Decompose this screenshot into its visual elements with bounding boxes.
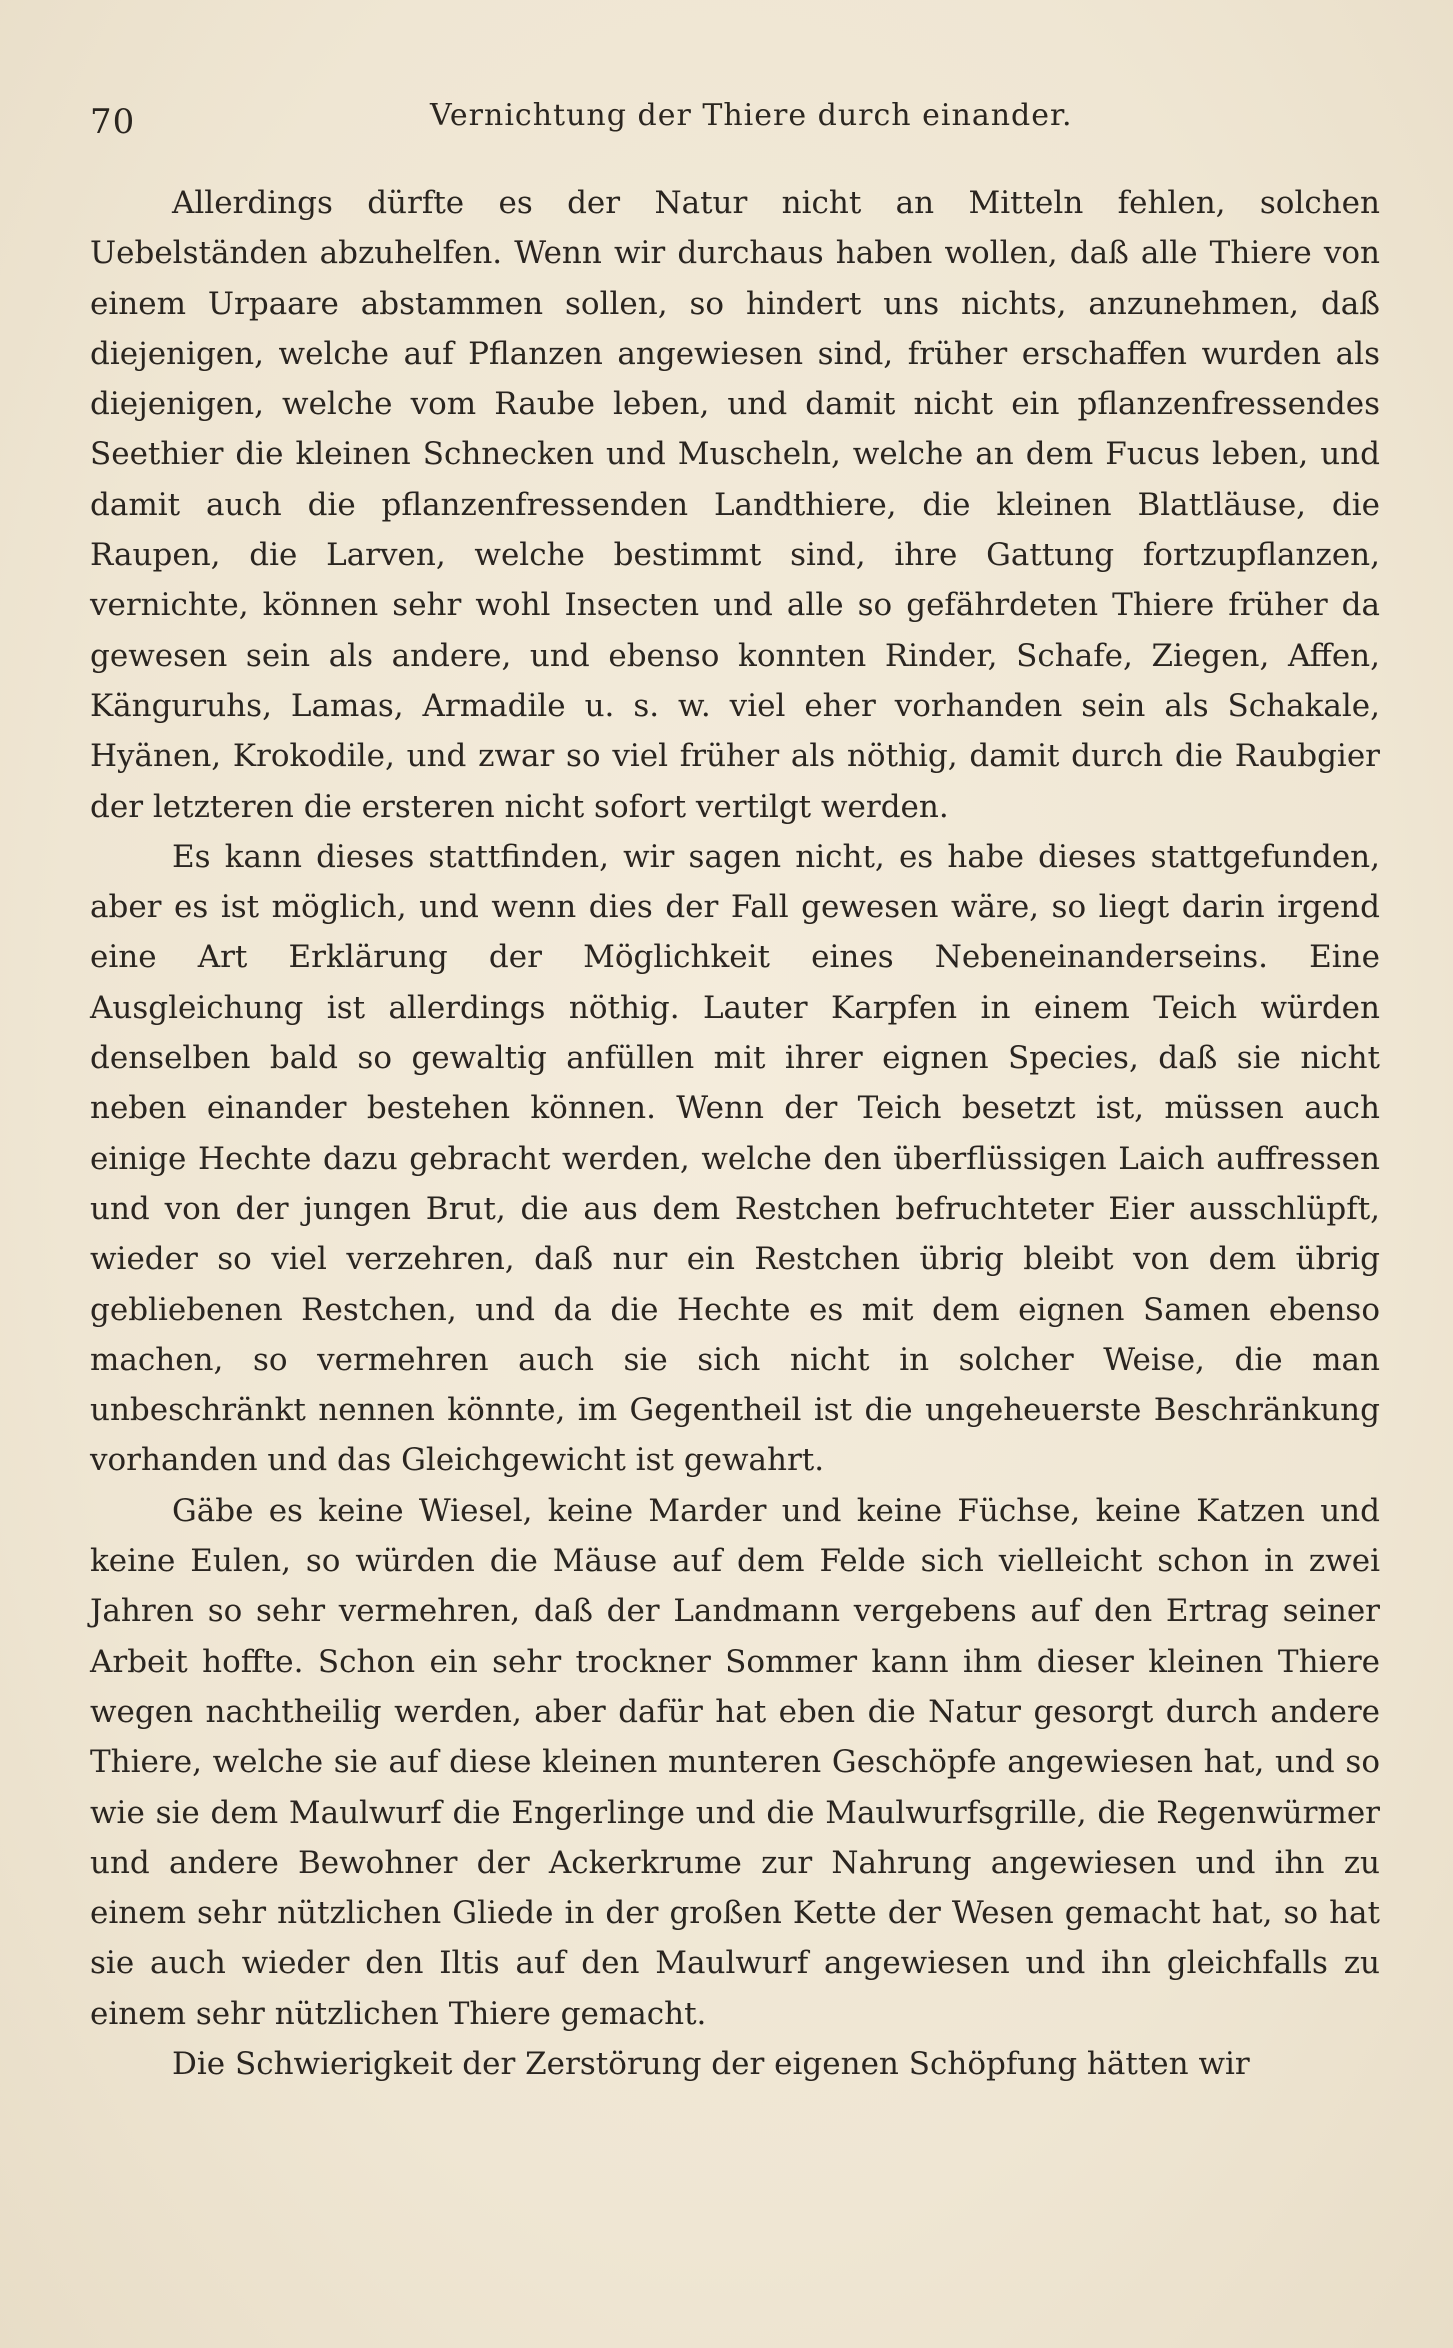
page-number: 70: [90, 102, 136, 142]
paragraph: Es kann dieses stattfinden, wir sagen nicht, es habe dieses stattgefunden, aber es ist möglich, und wenn dies der Fall gewesen wäre, so liegt darin irgend eine Art Erklärung der Möglichkeit eines Nebeneinanderseins. Eine Ausgleichung ist allerdings nöthig. Lauter Karpfen in einem Teich würden denselben bald so gewaltig anfüllen mit ihrer eignen Species, daß sie nicht neben einander bestehen können. Wenn der Teich besetzt ist, müssen auch einige Hechte dazu gebracht werden, welche den überflüssigen Laich auffressen und von der jungen Brut, die aus dem Restchen befruchteter Eier ausschlüpft, wieder so viel verzehren, daß nur ein Restchen übrig bleibt von dem übrig gebliebenen Restchen, und da die Hechte es mit dem eignen Samen ebenso machen, so vermehren auch sie sich nicht in solcher Weise, die man unbeschränkt nennen könnte, im Gegentheil ist die ungeheuerste Beschränkung vorhanden und das Gleichgewicht ist gewahrt.: [90, 838, 1380, 1479]
paragraph: Gäbe es keine Wiesel, keine Marder und keine Füchse, keine Katzen und keine Eulen, so würden die Mäuse auf dem Felde sich vielleicht schon in zwei Jahren so sehr vermehren, daß der Landmann vergebens auf den Ertrag seiner Arbeit hoffte. Schon ein sehr trockner Sommer kann ihm dieser kleinen Thiere wegen nachtheilig werden, aber dafür hat eben die Natur gesorgt durch andere Thiere, welche sie auf diese kleinen munteren Geschöpfe angewiesen hat, und so wie sie dem Maulwurf die Engerlinge und die Maulwurfsgrille, die Regenwürmer und andere Bewohner der Ackerkrume zur Nahrung angewiesen und ihn zu einem sehr nützlichen Gliede in der großen Kette der Wesen gemacht hat, so hat sie auch wieder den Iltis auf den Maulwurf angewiesen und ihn gleichfalls zu einem sehr nützlichen Thiere gemacht.: [90, 1492, 1380, 2032]
body-text: [90, 178, 1380, 2089]
paragraph: Die Schwierigkeit der Zerstörung der eigenen Schöpfung hätten wir: [172, 2045, 1250, 2082]
paragraph: Allerdings dürfte es der Natur nicht an Mitteln fehlen, solchen Uebelständen abzuhelfen. Wenn wir durchaus haben wollen, daß alle Thiere von einem Urpaare abstammen sollen, so hindert uns nichts, anzunehmen, daß diejenigen, welche auf Pflanzen angewiesen sind, früher erschaffen wurden als diejenigen, welche vom Raube leben, und damit nicht ein pflanzenfressendes Seethier die kleinen Schnecken und Muscheln, welche an dem Fucus leben, und damit auch die pflanzenfressenden Landthiere, die kleinen Blattläuse, die Raupen, die Larven, welche bestimmt sind, ihre Gattung fortzupflanzen, vernichte, können sehr wohl Insecten und alle so gefährdeten Thiere früher da gewesen sein als andere, und ebenso konnten Rinder, Schafe, Ziegen, Affen, Känguruhs, Lamas, Armadile u. s. w. viel eher vorhanden sein als Schakale, Hyänen, Krokodile, und zwar so viel früher als nöthig, damit durch die Raubgier der letzteren die ersteren nicht sofort vertilgt werden.: [90, 185, 1380, 825]
running-title: Vernichtung der Thiere durch einander.: [430, 98, 1073, 133]
page-header: [90, 96, 1380, 146]
